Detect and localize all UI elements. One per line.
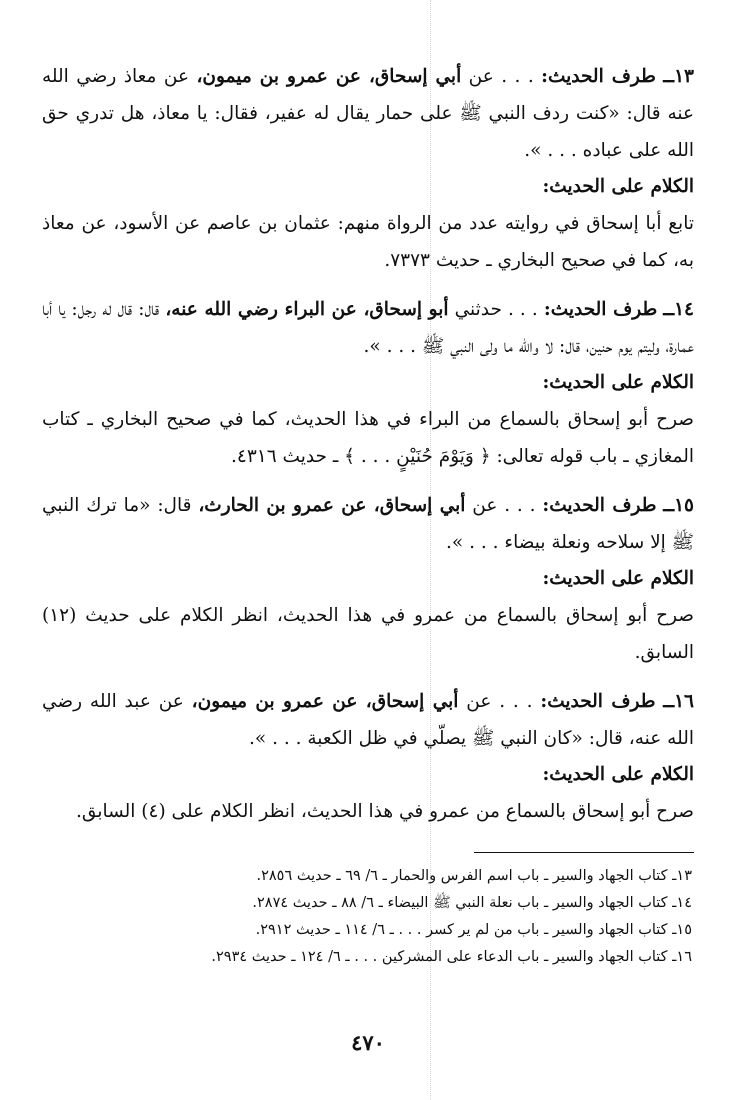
footnote-divider [474,852,694,853]
number-dash: ــ [663,66,675,87]
hadith-label: طرف الحديث: [540,691,656,712]
hadith-body: عن معاذ رضي الله عنه قال: «كنت ردف النبي ﷺ على حمار يقال له عفير، فقال: يا معاذ، هل تدري حق الله على عباده . . . ». [42,66,694,161]
hadith-body: قال: «ما ترك النبي ﷺ إلا سلاحه ونعلة بيضاء . . . ». [42,495,694,553]
chain-narrators: أبي إسحاق، عن عمرو بن ميمون، [191,691,459,712]
chain-prefix: . . . حدثني [448,299,544,320]
footnote-14: ١٤ـ كتاب الجهاد والسير ـ باب نعلة النبي ﷺ البيضاء ـ ٦/ ٨٨ ـ حديث ٢٨٧٤. [252,895,692,911]
hadith-body: عن عبد الله رضي الله عنه، قال: «كان النبي ﷺ يصلّي في ظل الكعبة . . . ». [42,691,694,749]
hadith-text [42,487,694,561]
hadith-entry-15 [42,487,694,671]
hadith-label: طرف الحديث: [542,495,657,516]
hadith-entry-16 [42,683,694,830]
hadith-text [42,58,694,169]
hadith-label: طرف الحديث: [543,299,658,320]
comment-text: صرح أبو إسحاق بالسماع من عمرو في هذا الحديث، انظر الكلام على حديث (١٢) السابق. [42,605,694,663]
comment-heading: الكلام على الحديث: [542,764,694,785]
hadith-number: ١٥ [674,495,694,516]
comment-heading: الكلام على الحديث: [542,176,694,197]
hadith-number: ١٤ [674,299,694,320]
comment-text: صرح أبو إسحاق بالسماع من عمرو في هذا الحديث، انظر الكلام على (٤) السابق. [76,801,694,822]
footnotes [42,863,694,971]
document-page [42,58,694,1088]
footnote-13: ١٣ـ كتاب الجهاد والسير ـ باب اسم الفرس والحمار ـ ٦/ ٦٩ ـ حديث ٢٨٥٦. [256,868,692,884]
hadith-text [42,683,694,757]
comment-text: تابع أبا إسحاق في روايته عدد من الرواة منهم: عثمان بن عاصم عن الأسود، عن معاذ به، كما في صحيح البخاري ـ حديث ٧٣٧٣. [42,213,694,271]
hadith-text [42,291,694,365]
footnote-15: ١٥ـ كتاب الجهاد والسير ـ باب من لم ير كسر . . . ـ ٦/ ١١٤ ـ حديث ٢٩١٢. [255,922,692,938]
hadith-entry-14 [42,291,694,475]
comment-heading: الكلام على الحديث: [542,372,694,393]
chain-narrators: أبي إسحاق، عن عمرو بن ميمون، [196,66,462,87]
comment-text: صرح أبو إسحاق بالسماع من البراء في هذا الحديث، كما في صحيح البخاري ـ كتاب المغازي ـ باب قوله تعالى: ﴿ وَيَوْمَ حُنَيْنٍ . . . ﴾ ـ حديث ٤٣١٦. [42,409,694,467]
page-number: ٤٧٠ [351,1030,385,1055]
hadith-entry-13 [42,58,694,279]
hadith-number: ١٦ [674,691,694,712]
chain-prefix: . . . عن [465,495,543,516]
chain-narrators: أبو إسحاق، عن البراء رضي الله عنه، [165,299,449,320]
comment-heading: الكلام على الحديث: [542,568,694,589]
number-dash: ــ [663,495,675,516]
number-dash: ــ [663,299,675,320]
chain-prefix: . . . عن [458,691,541,712]
hadith-number: ١٣ [674,66,694,87]
footnote-16: ١٦ـ كتاب الجهاد والسير ـ باب الدعاء على المشركين . . . ـ ٦/ ١٢٤ ـ حديث ٢٩٣٤. [211,949,692,965]
hadith-body: قال: قال له رجل: يا أبا عمارة، وليتم يوم حنين، قال: لا والله ما ولى النبي ﷺ . . . ». [42,299,694,357]
chain-prefix: . . . عن [461,66,542,87]
number-dash: ــ [663,691,675,712]
chain-narrators: أبي إسحاق، عن عمرو بن الحارث، [198,495,466,516]
hadith-label: طرف الحديث: [541,66,656,87]
